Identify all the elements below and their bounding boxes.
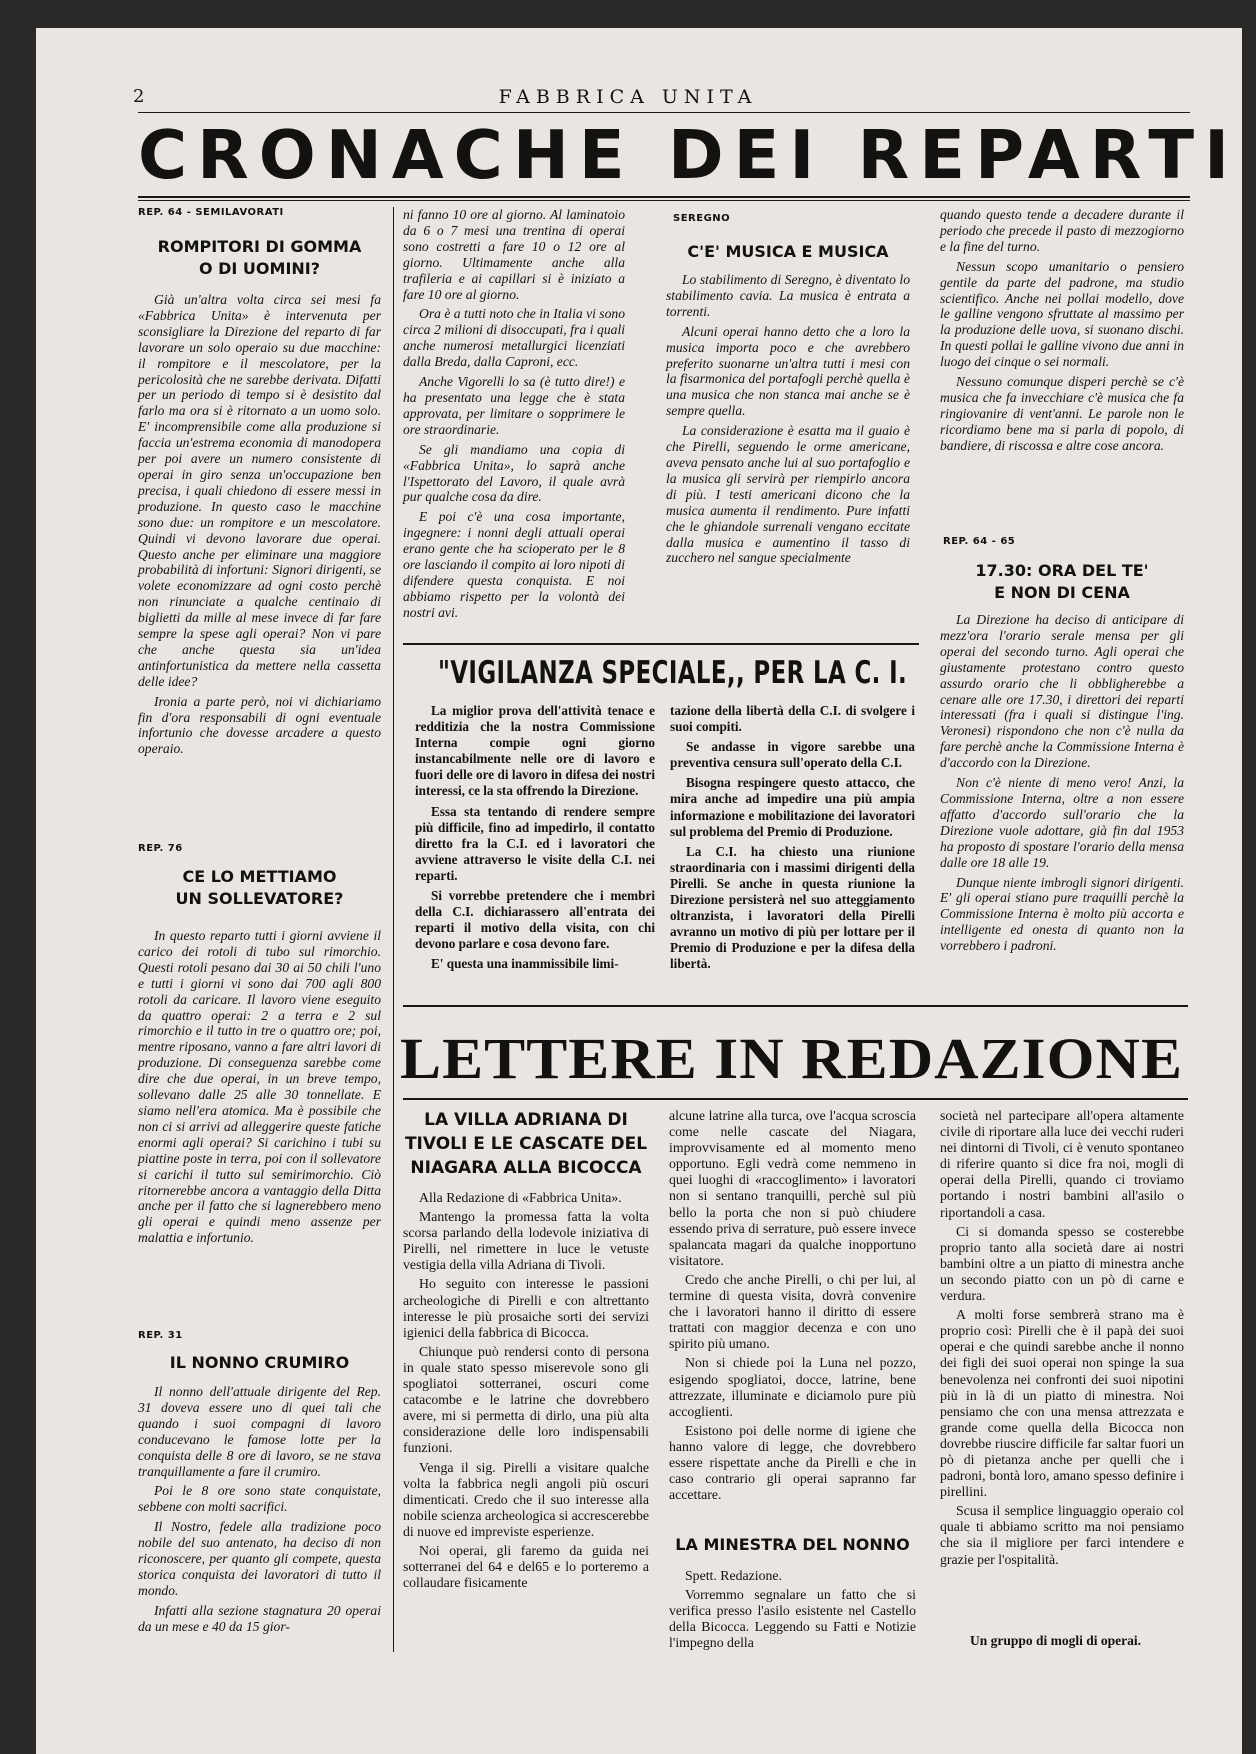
paragraph: A molti forse sembrerà strano ma è proprio così: Pirelli che è il papà dei suoi operai e che quindi sarebbe anche il nonno dei figli dei suoi operai non spinge la sua benevolenza nei confronti dei suoi nipotini più in là di un piatto di minestra. Noi pensiamo che con una mensa attrezzata e grande come quella della Bicocca non dovrebbe riuscire difficile far saltar fuori un pò di pietanza anche per quelli che i padroni, bontà loro, amano spesso definire i pirellini. bbox=[940, 1307, 1184, 1500]
paragraph: Credo che anche Pirelli, o chi per lui, al termine di questa visita, dovrà convenire che i lavoratori hanno il diritto di essere trattati con maggior decenza e con uno spirito più umano. bbox=[669, 1271, 916, 1352]
lettere-rule-bottom bbox=[403, 1098, 1188, 1100]
dept-label-rep76: REP. 76 bbox=[138, 843, 183, 854]
paragraph: tazione della libertà della C.I. di svolgere i suoi compiti. bbox=[670, 703, 915, 735]
paragraph: Nessun scopo umanitario o pensiero gentile da parte del padrone, ma studio scientifico. Anche nei pollai modello, dove le galline vengono sfruttate al massimo per la produzione delle uova, si suonano dischi. In questi pollai le galline vivono due anni in luogo dei cinque o sei normali. bbox=[940, 258, 1184, 370]
column-divider bbox=[393, 207, 394, 1652]
paragraph: Bisogna respingere questo attacco, che mira anche ad impedire una più ampia informazione e mobilitazione dei lavoratori sul problema del Premio di Produzione. bbox=[670, 775, 915, 839]
paragraph: Infatti alla sezione stagnatura 20 operai da un mese e 40 da 15 gior- bbox=[138, 1602, 381, 1634]
paragraph: Venga il sig. Pirelli a visitare qualche volta la fabbrica negli angoli più oscuri dimenticati. Credo che il suo interesse alla nobile scienza archeologica si accrescerebbe di nuove ed impreviste esperienze. bbox=[403, 1459, 649, 1539]
box-rule-top bbox=[403, 643, 919, 645]
page-number: 2 bbox=[133, 86, 145, 107]
article-body-villa-b bbox=[669, 1108, 916, 1528]
paragraph: Dunque niente imbrogli signori dirigenti. E' gli operai stiano pure traquilli perchè la Commissione Interna è molto più accorta e intelligente ed onesta di quanto non la vorrebbero i padroni. bbox=[940, 874, 1184, 954]
paragraph: ni fanno 10 ore al giorno. Al laminatoio da 6 o 7 mesi una trentina di operai sono costretti a fare 10 o 12 ore al giorno. Ultimamente anche alla trafileria e ai capillari si è iniziato a fare 10 ore al giorno. bbox=[403, 207, 625, 302]
letter-signature: Un gruppo di mogli di operai. bbox=[970, 1633, 1142, 1648]
article-body-nonno bbox=[138, 1384, 381, 1648]
paragraph: Lo stabilimento di Seregno, è diventato lo stabilimento cavia. La musica è entrata a torrenti. bbox=[666, 272, 910, 319]
article-title-villa: LA VILLA ADRIANA DI TIVOLI E LE CASCATE DEL NIAGARA ALLA BICOCCA bbox=[404, 1110, 648, 1178]
paragraph: Vorremmo segnalare un fatto che si verifica presso l'asilo esistente nel Castello della Bicocca. Leggendo su Fatti e Notizie l'impegno della bbox=[669, 1587, 916, 1651]
paragraph: Non c'è niente di meno vero! Anzi, la Commissione Interna, oltre a non essere affatto d'accordo sull'orario che la Direzione vuole adottare, già fin dal 1953 ha proposto di spostare l'orario della mensa dalle ore 18 alle 19. bbox=[940, 775, 1184, 870]
dept-label-rep64: REP. 64 - SEMILAVORATI bbox=[138, 207, 284, 218]
paragraph: Esistono poi delle norme di igiene che hanno valore di legge, che dovrebbero essere rispettate anche da Pirelli e che in caso contrario gli operai sapranno far accettare. bbox=[669, 1422, 916, 1503]
paragraph: Se gli mandiamo una copia di «Fabbrica Unita», lo saprà anche l'Ispettorato del Lavoro, il quale avrà pur qualche cosa da dire. bbox=[403, 441, 625, 505]
section-rule-bottom bbox=[138, 200, 1190, 201]
paragraph: La C.I. ha chiesto una riunione straordinaria con i massimi dirigenti della Pirelli. Se anche in questa riunione la Direzione persisterà nel suo atteggiamento oltranzista, i lavoratori della Pirelli avranno un motivo di più per lottare per il Premio di Produzione e per la difesa della libertà. bbox=[670, 843, 915, 972]
paragraph: Poi le 8 ore sono state conquistate, sebbene con molti sacrifici. bbox=[138, 1483, 381, 1515]
paragraph: Chiunque può rendersi conto di persona in quale stato spesso miserevole sono gli spogliatoi sotterranei, oscuri come catacombe e le latrine che dovrebbero avere, mi si permetta di dirlo, una più alta considerazione delle loro indispensabili funzioni. bbox=[403, 1343, 649, 1456]
paragraph: Non si chiede poi la Luna nel pozzo, esigendo spogliatoi, docce, latrine, bene attrezzate, illuminate e diciamolo pure più accoglienti. bbox=[669, 1355, 916, 1419]
article-body-minestra-a bbox=[669, 1568, 916, 1652]
paragraph: In questo reparto tutti i giorni avviene il carico dei rotoli di tubo sul rimorchio. Questi rotoli pesano dai 30 ai 50 chili l'uno e tutti i giorni vi sono dai 700 agli 800 rotoli da caricare. Il lavoro viene eseguito da quattro operai: 2 a terra e 2 sul rimorchio e il tutto in tre o quattro ore; poi, mentre riposano, vanno a fare altri lavori di produzione. Di conseguenza sarebbe come dire che due operai, in un breve tempo, sollevano dalle 25 alle 30 tonnellate. E siamo nell'era atomica. Ma è possibile che non ci si arrivi ad alleggerire queste fatiche enormi agli operai? Si carichino i tubi su piattine poste in terra, poi con il sollevatore si carichi il tutto sul semirimorchio. Ciò ritornerebbe ancora a vantaggio della Ditta anche per il fatto che si lagnerebbero meno gli operai e quindi meno assenze per malattia e infortunio. bbox=[138, 928, 381, 1246]
section-title-lettere: LETTERE IN REDAZIONE bbox=[400, 1026, 1184, 1091]
article-title-vigilanza: "VIGILANZA SPECIALE,, PER LA C. I. bbox=[438, 655, 908, 691]
article-title-ora-te: 17.30: ORA DEL TE' E NON DI CENA bbox=[975, 561, 1149, 602]
paragraph: E' questa una inammissibile limi- bbox=[431, 956, 619, 972]
paragraph: Ho seguito con interesse le passioni archeologiche di Pirelli e con altrettanto interesse le più prosaiche sorti dei servizi igienici della fabbrica di Bicocca. bbox=[403, 1276, 649, 1340]
section-rule-top bbox=[138, 196, 1190, 198]
article-title-rompitori: ROMPITORI DI GOMMA O DI UOMINI? bbox=[157, 237, 362, 278]
paragraph: Anche Vigorelli lo sa (è tutto dire!) e ha presentato una legge che è stata approvata, per limitare o sopprimere le ore straordinarie. bbox=[403, 374, 625, 437]
paragraph: Se andasse in vigore sarebbe una preventiva censura sull'operato della C.I. bbox=[670, 739, 915, 771]
paragraph: Mantengo la promessa fatta la volta scorsa parlando della lodevole iniziativa di Pirelli, nel rimettere in luce le vetuste vestigia della villa Adriana di Tivoli. bbox=[403, 1209, 649, 1273]
article-body-sollevatore bbox=[138, 928, 381, 1250]
paragraph: E poi c'è una cosa importante, ingegnere: i nonni degli attuali operai erano gente che ha scioperato per le 8 ore lasciando il compito ai loro nipoti di difendere questa conquista. E noi abbiamo rispetto per la volontà dei nostri avi. bbox=[403, 509, 625, 620]
paragraph: Nessuno comunque disperi perchè se c'è musica che fa invecchiare c'è musica che fa ringiovanire di vent'anni. Le parole non le ricordiamo bene ma si parla di popolo, di bandiere, di riscossa e altre cose ancora. bbox=[940, 374, 1184, 453]
paragraph: Spett. Redazione. bbox=[685, 1568, 782, 1583]
article-body-rompitori bbox=[138, 292, 381, 812]
article-body-villa-a bbox=[403, 1190, 649, 1648]
paragraph: Già un'altra volta circa sei mesi fa «Fabbrica Unita» è intervenuta per sconsigliare la Direzione del reparto di far lavorare un solo operaio su due macchine: il rompitore e il mescolatore, per la pericolosità che ne sarebbe derivata. Difatti per un periodo di tempo si è desistito dal farlo ma ora si è ritornato a un uomo solo. E' incomprensibile come alla produzione si faccia un'estrema economia di manodopera per poi avere un numero consistente di operai in giro senza un'occupazione ben precisa, i quali chiedono di essere messi in produzione. In questo caso le macchine sono due: un rompitore e un mescolatore. Quindi vi devono lavorare due operai. Questo anche per eliminare una maggiore probabilità di infortuni: Signori dirigenti, se volete economizzare ad ogni costo perchè non rinunciate a qualche centinaio di biglietti da mille al mese invece di far fare sempre la spese agli operai? Non vi pare che anche questa sia un'idea antinfortunistica da mettere nella cassetta delle idee? bbox=[138, 292, 381, 689]
paragraph: alcune latrine alla turca, ove l'acqua scroscia come nelle cascate del Niagara, improvvisamente ed al momento meno opportuno. Egli vedrà come nemmeno in quei luoghi di «raccoglimento» i lavoratori non si sentano tranquilli, perchè sul più bello la porta che non si può chiudere essendo priva di serrature, può essere invece spalancata magari da qualche inopportuno visitatore. bbox=[669, 1108, 916, 1268]
paragraph: Il Nostro, fedele alla tradizione poco nobile del suo antenato, ha deciso di non riconoscere, per quanto gli compete, questa storica conquista dei lavoratori di tutto il mondo. bbox=[138, 1519, 381, 1598]
article-title-sollevatore: CE LO METTIAMO UN SOLLEVATORE? bbox=[175, 867, 344, 908]
masthead: FABBRICA UNITA bbox=[498, 86, 758, 108]
paragraph: Alcuni operai hanno detto che a loro la musica importa poco e che avrebbero preferito suonarne un'altra tutti i mesi con la fisarmonica del portafogli perchè quella è una musica che non stanca mai anche se è sempre quella. bbox=[666, 323, 910, 419]
paragraph: Ironia a parte però, noi vi dichiariamo fin d'ora responsabili di ogni eventuale infortunio che dovesse arcadere a questo operaio. bbox=[138, 693, 381, 757]
dept-label-seregno: SEREGNO bbox=[673, 213, 731, 224]
paragraph: Si vorrebbe pretendere che i membri della C.I. dichiarassero all'entrata dei reparti il motivo della visita, con chi devono parlare e cosa devono fare. bbox=[415, 888, 655, 952]
paragraph: Noi operai, gli faremo da guida nei sotterranei del 64 e del65 e lo porteremo a collaudare fisicamente bbox=[403, 1542, 649, 1591]
paragraph: quando questo tende a decadere durante il periodo che precede il pasto di mezzogiorno e la fine del turno. bbox=[940, 207, 1184, 254]
article-title-musica: C'E' MUSICA E MUSICA bbox=[687, 242, 889, 261]
article-title-minestra: LA MINESTRA DEL NONNO bbox=[675, 1535, 910, 1554]
article-body-musica-continuation bbox=[940, 207, 1184, 517]
header-rule bbox=[138, 112, 1190, 113]
article-body-continuation bbox=[403, 207, 625, 620]
paragraph: Essa sta tentando di rendere sempre più difficile, fino ad impedirlo, il contatto diretto fra la C.I. ed i lavoratori che avviene attraverso le visite della C.I. nei reparti. bbox=[415, 803, 655, 883]
paragraph: La Direzione ha deciso di anticipare di mezz'ora l'orario serale mensa per gli operai del secondo turno. Agli operai che giustamente protestano contro questo assurdo orario che li obbligherebbe a cenare alle ore 17.30, i direttori dei reparti interessati (fra i quali si distingue l'ing. Veronesi) rispondono che non c'è nulla da fare perchè anche la Commissione Interna è d'accordo con la Direzione. bbox=[940, 612, 1184, 771]
paragraph: La considerazione è esatta ma il guaio è che Pirelli, seguendo le orme americane, aveva pensato anche lui al suo portafoglio e la musica gli servirà per riempirlo ancora di più. I testi americani dicono che la musica aumenta il rendimento. Pure infatti che le ghiandole surrenali vengano eccitate dalla musica e aumentino il tasso di zucchero nel sangue specialmente bbox=[666, 423, 910, 566]
paragraph: Alla Redazione di «Fabbrica Unita». bbox=[419, 1190, 622, 1205]
article-body-musica bbox=[666, 272, 910, 602]
section-title-cronache: CRONACHE DEI REPARTI bbox=[138, 116, 1239, 194]
paragraph: La miglior prova dell'attività tenace e redditizia che la nostra Commissione Interna compie ogni giorno instancabilmente nelle ore di lavoro e fuori delle ore di lavoro in difesa dei nostri interessi, ce la sta offrendo la Direzione. bbox=[415, 703, 655, 799]
article-body-ora-te bbox=[940, 612, 1184, 992]
article-body-vigilanza-a bbox=[415, 703, 655, 993]
dept-label-rep31: REP. 31 bbox=[138, 1330, 183, 1341]
paragraph: società nel partecipare all'opera altamente civile di riportare alla luce dei vecchi ruderi nei dintorni di Tivoli, ci è venuto spontaneo di riferire quanto si dice fra noi, mogli di operai della Pirelli, quando ci troviamo portando i nostri bambini all'asilo o riportandoli a casa. bbox=[940, 1108, 1184, 1220]
paragraph: Ora è a tutti noto che in Italia vi sono circa 2 milioni di disoccupati, fra i quali anche numerosi metallurgici licenziati dalla Breda, dalla Caproni, ecc. bbox=[403, 306, 625, 370]
article-title-nonno: IL NONNO CRUMIRO bbox=[169, 1353, 350, 1372]
lettere-rule-top bbox=[403, 1005, 1188, 1007]
dept-label-rep64-65: REP. 64 - 65 bbox=[943, 536, 1016, 547]
article-body-vigilanza-b bbox=[670, 703, 915, 993]
article-body-minestra-b bbox=[940, 1108, 1184, 1628]
paragraph: Scusa il semplice linguaggio operaio col quale ti abbiamo scritto ma noi pensiamo che sia il migliore per farci intendere e grazie per l'ospitalità. bbox=[940, 1503, 1184, 1567]
paragraph: Il nonno dell'attuale dirigente del Rep. 31 doveva essere uno di quei tali che quando i suoi compagni di lavoro conducevano le famose lotte per la conquista delle 8 ore di lavoro, se ne stava tranquillamente a fare il crumiro. bbox=[138, 1384, 381, 1479]
paragraph: Ci si domanda spesso se costerebbe proprio tanto alla società dare ai nostri bambini oltre a un piatto di minestra anche un secondo piatto con un pò di carne e verdura. bbox=[940, 1223, 1184, 1304]
